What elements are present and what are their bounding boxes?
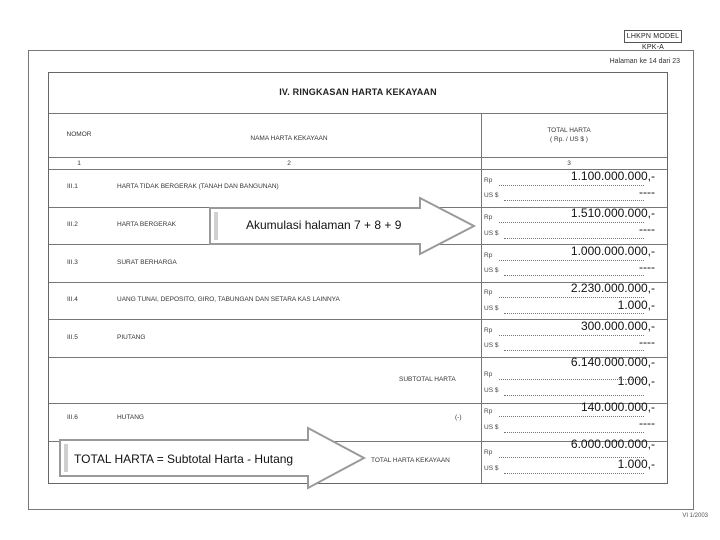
hutang-nomor: III.6 — [67, 414, 78, 421]
total-formula-label: TOTAL HARTA = Subtotal Harta - Hutang — [74, 452, 294, 466]
total-rp-value: 6.000.000.000,- — [570, 437, 655, 451]
us-label: US $ — [484, 387, 499, 394]
divider — [49, 113, 667, 114]
hutang-us-value: ---- — [639, 416, 655, 430]
rp-label: Rp — [484, 214, 493, 221]
us-label: US $ — [484, 230, 499, 237]
header-total: TOTAL HARTA — [547, 127, 591, 134]
us-value: 1.000,- — [617, 298, 655, 312]
row-nama: SURAT BERHARGA — [117, 259, 177, 266]
us-label: US $ — [484, 192, 499, 199]
subtotal-label: SUBTOTAL HARTA — [399, 376, 456, 383]
row-nomor: III.4 — [67, 296, 78, 303]
dotted-line — [504, 472, 644, 474]
col-number-1: 1 — [77, 160, 81, 167]
row-nomor: III.1 — [67, 183, 78, 190]
header-nama: NAMA HARTA KEKAYAAN — [250, 135, 328, 142]
total-label: TOTAL HARTA KEKAYAAN — [371, 457, 450, 464]
rp-label: Rp — [484, 371, 493, 378]
dotted-line — [504, 312, 644, 314]
row-nomor: III.3 — [67, 259, 78, 266]
us-label: US $ — [484, 267, 499, 274]
rp-label: Rp — [484, 289, 493, 296]
form-code-badge: LHKPN MODEL KPK-A — [624, 30, 682, 43]
hutang-rp-value: 140.000.000,- — [580, 400, 655, 414]
summary-table — [48, 72, 668, 484]
us-value: ---- — [639, 222, 655, 236]
dotted-line — [504, 274, 644, 276]
col-number-2: 2 — [287, 160, 291, 167]
row-nama: PIUTANG — [117, 334, 146, 341]
accumulation-arrow-label: Akumulasi halaman 7 + 8 + 9 — [246, 218, 402, 232]
header-nomor: NOMOR — [66, 131, 92, 138]
column-divider — [481, 113, 482, 483]
us-value: ---- — [639, 185, 655, 199]
rp-value: 1.000.000.000,- — [570, 244, 655, 258]
rp-label: Rp — [484, 449, 493, 456]
hutang-sign: (-) — [455, 414, 462, 421]
dotted-line — [504, 349, 644, 351]
row-nama: UANG TUNAI, DEPOSITO, GIRO, TABUNGAN DAN SETARA KAS LAINNYA — [117, 296, 340, 303]
rp-value: 1.100.000.000,- — [570, 169, 655, 183]
rp-label: Rp — [484, 408, 493, 415]
dotted-line — [504, 199, 644, 201]
row-nama: HARTA BERGERAK — [117, 221, 176, 228]
rp-label: Rp — [484, 177, 493, 184]
rp-label: Rp — [484, 327, 493, 334]
section-title: IV. RINGKASAN HARTA KEKAYAAN — [279, 87, 437, 97]
rp-value: 300.000.000,- — [580, 319, 655, 333]
footer-code: VI 1/2003 — [682, 513, 708, 519]
us-value: ---- — [639, 335, 655, 349]
dotted-line — [504, 394, 644, 396]
us-label: US $ — [484, 424, 499, 431]
divider — [49, 157, 667, 158]
us-label: US $ — [484, 305, 499, 312]
us-label: US $ — [484, 465, 499, 472]
us-label: US $ — [484, 342, 499, 349]
col-number-3: 3 — [567, 160, 571, 167]
dotted-line — [504, 237, 644, 239]
rp-value: 1.510.000.000,- — [570, 206, 655, 220]
dotted-line — [504, 431, 644, 433]
subtotal-rp-value: 6.140.000.000,- — [570, 355, 655, 369]
hutang-nama: HUTANG — [117, 414, 144, 421]
subtotal-us-value: 1.000,- — [617, 374, 655, 388]
row-nama: HARTA TIDAK BERGERAK (TANAH DAN BANGUNAN) — [117, 183, 279, 190]
row-nomor: III.2 — [67, 221, 78, 228]
rp-value: 2.230.000.000,- — [570, 281, 655, 295]
row-nomor: III.5 — [67, 334, 78, 341]
header-total-currency: ( Rp. / US $ ) — [550, 136, 588, 143]
page-info: Halaman ke 14 dari 23 — [609, 58, 680, 65]
us-value: ---- — [639, 260, 655, 274]
rp-label: Rp — [484, 252, 493, 259]
total-us-value: 1.000,- — [617, 457, 655, 471]
